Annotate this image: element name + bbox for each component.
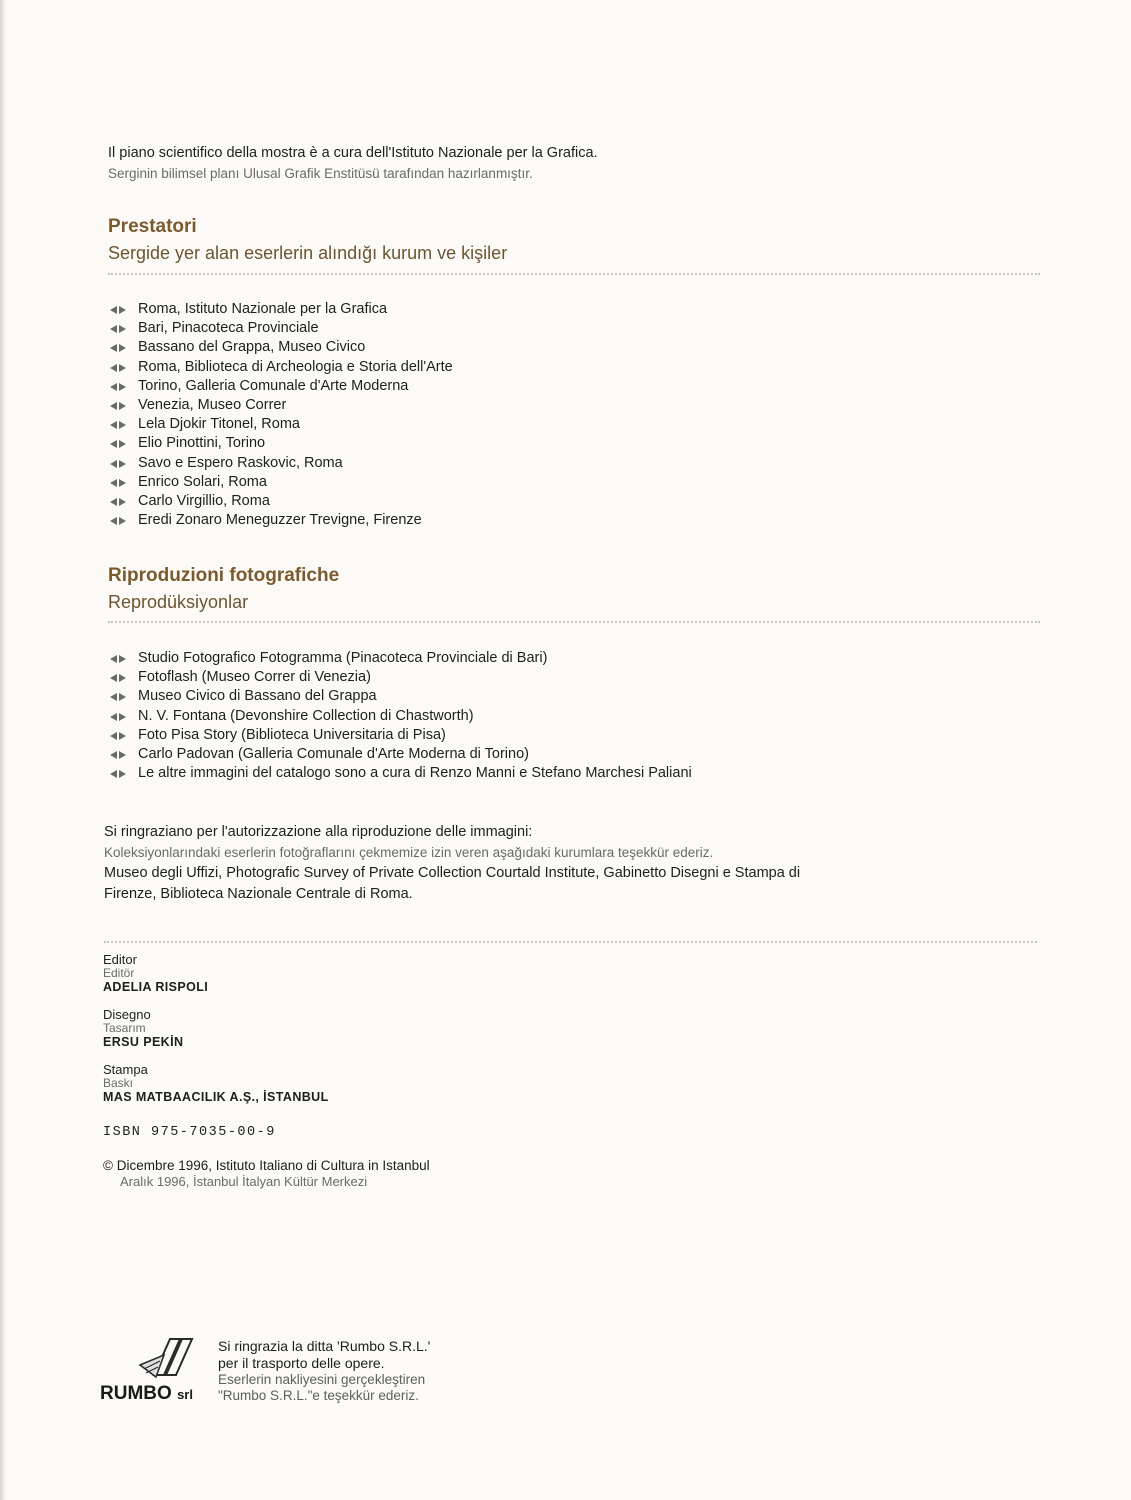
rumbo-logo bbox=[100, 1335, 212, 1405]
double-arrow-diamond-icon bbox=[110, 479, 126, 487]
double-arrow-diamond-icon bbox=[110, 498, 126, 506]
credit-label-tr: Editör bbox=[103, 966, 135, 980]
double-arrow-diamond-icon bbox=[110, 440, 126, 448]
sponsor-italian-line2: per il trasporto delle opere. bbox=[218, 1355, 385, 1371]
rumbo-logo-text bbox=[100, 1383, 193, 1405]
list-item bbox=[108, 377, 453, 396]
credit-value: ADELIA RISPOLI bbox=[103, 980, 209, 994]
page-edge-shadow bbox=[0, 0, 6, 1500]
credit-print bbox=[103, 1063, 329, 1106]
rumbo-logo-mark bbox=[130, 1335, 200, 1381]
double-arrow-diamond-icon bbox=[110, 344, 126, 352]
sponsor-italian-line1: Si ringrazia la ditta 'Rumbo S.R.L.' bbox=[218, 1338, 431, 1354]
double-arrow-diamond-icon bbox=[110, 751, 126, 759]
copyright-turkish: Aralık 1996, İstanbul İtalyan Kültür Merkezi bbox=[120, 1174, 368, 1189]
rumbo-logo-suffix: srl bbox=[177, 1387, 193, 1402]
lenders-header bbox=[108, 214, 507, 266]
credit-label: Disegno bbox=[103, 1007, 151, 1022]
double-arrow-diamond-icon bbox=[110, 325, 126, 333]
double-arrow-diamond-icon bbox=[110, 402, 126, 410]
copyright-block bbox=[103, 1157, 430, 1190]
list-item bbox=[108, 687, 692, 706]
list-item-text: Roma, Istituto Nazionale per la Grafica bbox=[138, 301, 388, 317]
list-item bbox=[108, 511, 453, 530]
double-arrow-diamond-icon bbox=[110, 713, 126, 721]
photos-list bbox=[108, 649, 692, 783]
double-arrow-diamond-icon bbox=[110, 421, 126, 429]
list-item bbox=[108, 396, 453, 415]
photos-subtitle: Reprodüksiyonlar bbox=[108, 592, 249, 612]
list-item bbox=[108, 434, 453, 453]
list-item bbox=[108, 319, 453, 338]
list-item-text: N. V. Fontana (Devonshire Collection di Chastworth) bbox=[138, 707, 474, 724]
list-item bbox=[108, 764, 692, 783]
double-arrow-diamond-icon bbox=[110, 460, 126, 468]
list-item bbox=[108, 358, 453, 377]
credit-label: Editor bbox=[103, 952, 137, 967]
double-arrow-diamond-icon bbox=[110, 770, 126, 778]
lenders-subtitle: Sergide yer alan eserlerin alındığı kurum ve kişiler bbox=[108, 243, 508, 263]
list-item bbox=[108, 492, 453, 511]
list-item bbox=[108, 338, 453, 357]
list-item bbox=[108, 473, 453, 492]
list-item-text: Eredi Zonaro Meneguzzer Trevigne, Firenze bbox=[138, 512, 422, 529]
photos-title: Riproduzioni fotografiche bbox=[108, 565, 340, 586]
lenders-list-block bbox=[108, 300, 453, 530]
list-item-text: Roma, Biblioteca di Archeologia e Storia dell'Arte bbox=[138, 358, 453, 375]
credit-label: Stampa bbox=[103, 1062, 148, 1077]
photos-header bbox=[108, 563, 339, 615]
double-arrow-diamond-icon bbox=[110, 364, 126, 372]
credit-value: ERSU PEKİN bbox=[103, 1035, 184, 1049]
thanks-turkish: Koleksiyonlarındaki eserlerin fotoğraflarını çekmemize izin veren aşağıdaki kurumlara teşekkür ederiz. bbox=[104, 845, 714, 860]
photos-list-block bbox=[108, 649, 692, 783]
double-arrow-diamond-icon bbox=[110, 517, 126, 525]
intro-block bbox=[108, 143, 598, 184]
list-item bbox=[108, 300, 453, 319]
list-item bbox=[108, 726, 692, 745]
credit-label-tr: Tasarım bbox=[103, 1021, 146, 1035]
list-item bbox=[108, 415, 453, 434]
list-item-text: Bari, Pinacoteca Provinciale bbox=[138, 320, 319, 337]
list-item-text: Foto Pisa Story (Biblioteca Universitaria di Pisa) bbox=[138, 726, 446, 743]
list-item-text: Carlo Virgillio, Roma bbox=[138, 493, 270, 510]
double-arrow-diamond-icon bbox=[110, 693, 126, 701]
list-item bbox=[108, 454, 453, 473]
double-arrow-diamond-icon bbox=[110, 732, 126, 740]
lenders-list bbox=[108, 300, 453, 530]
credit-value: MAS MATBAACILIK A.Ş., İSTANBUL bbox=[103, 1090, 329, 1104]
list-item-text: Carlo Padovan (Galleria Comunale d'Arte Moderna di Torino) bbox=[138, 746, 529, 763]
credit-editor bbox=[103, 953, 329, 996]
list-item-text: Elio Pinottini, Torino bbox=[138, 435, 266, 452]
list-item-text: Studio Fotografico Fotogramma (Pinacoteca Provinciale di Bari) bbox=[138, 650, 548, 666]
thanks-institutions-line2: Firenze, Biblioteca Nazionale Centrale di Roma. bbox=[104, 886, 413, 902]
lenders-title: Prestatori bbox=[108, 216, 197, 237]
list-item bbox=[108, 649, 692, 668]
copyright-italian: © Dicembre 1996, Istituto Italiano di Cultura in Istanbul bbox=[103, 1158, 430, 1173]
list-item bbox=[108, 745, 692, 764]
photos-divider bbox=[108, 621, 1040, 623]
list-item-text: Torino, Galleria Comunale d'Arte Moderna bbox=[138, 377, 409, 394]
credit-label-tr: Baskı bbox=[103, 1076, 134, 1090]
lenders-divider bbox=[108, 273, 1040, 275]
list-item-text: Savo e Espero Raskovic, Roma bbox=[138, 454, 343, 471]
intro-turkish: Serginin bilimsel planı Ulusal Grafik Enstitüsü tarafından hazırlanmıştır. bbox=[108, 166, 533, 181]
thanks-institutions-line1: Museo degli Uffizi, Photografic Survey of Private Collection Courtald Institute, Gabinetto Disegni e Stampa di bbox=[104, 865, 801, 881]
double-arrow-diamond-icon bbox=[110, 383, 126, 391]
list-item-text: Bassano del Grappa, Museo Civico bbox=[138, 339, 366, 356]
isbn: ISBN 975-7035-00-9 bbox=[103, 1125, 276, 1140]
thanks-block bbox=[104, 822, 800, 905]
thanks-italian: Si ringraziano per l'autorizzazione alla riproduzione delle immagini: bbox=[104, 824, 533, 840]
credits-block bbox=[103, 953, 329, 1118]
list-item-text: Venezia, Museo Correr bbox=[138, 397, 287, 414]
list-item-text: Museo Civico di Bassano del Grappa bbox=[138, 688, 377, 705]
sponsor-thanks bbox=[218, 1338, 430, 1404]
sponsor-turkish-line1: Eserlerin nakliyesini gerçekleştiren bbox=[218, 1372, 426, 1387]
list-item-text: Le altre immagini del catalogo sono a cura di Renzo Manni e Stefano Marchesi Paliani bbox=[138, 765, 692, 782]
credit-design bbox=[103, 1008, 329, 1051]
double-arrow-diamond-icon bbox=[110, 655, 126, 663]
list-item-text: Enrico Solari, Roma bbox=[138, 473, 267, 490]
sponsor-turkish-line2: "Rumbo S.R.L."e teşekkür ederiz. bbox=[218, 1388, 419, 1403]
list-item-text: Lela Djokir Titonel, Roma bbox=[138, 416, 300, 433]
list-item-text: Fotoflash (Museo Correr di Venezia) bbox=[138, 669, 371, 686]
rumbo-logo-name: RUMBO bbox=[100, 1383, 172, 1404]
list-item bbox=[108, 668, 692, 687]
intro-italian: Il piano scientifico della mostra è a cura dell'Istituto Nazionale per la Grafica. bbox=[108, 145, 598, 161]
list-item bbox=[108, 707, 692, 726]
double-arrow-diamond-icon bbox=[110, 674, 126, 682]
double-arrow-diamond-icon bbox=[110, 306, 126, 314]
credits-divider bbox=[104, 941, 1037, 943]
